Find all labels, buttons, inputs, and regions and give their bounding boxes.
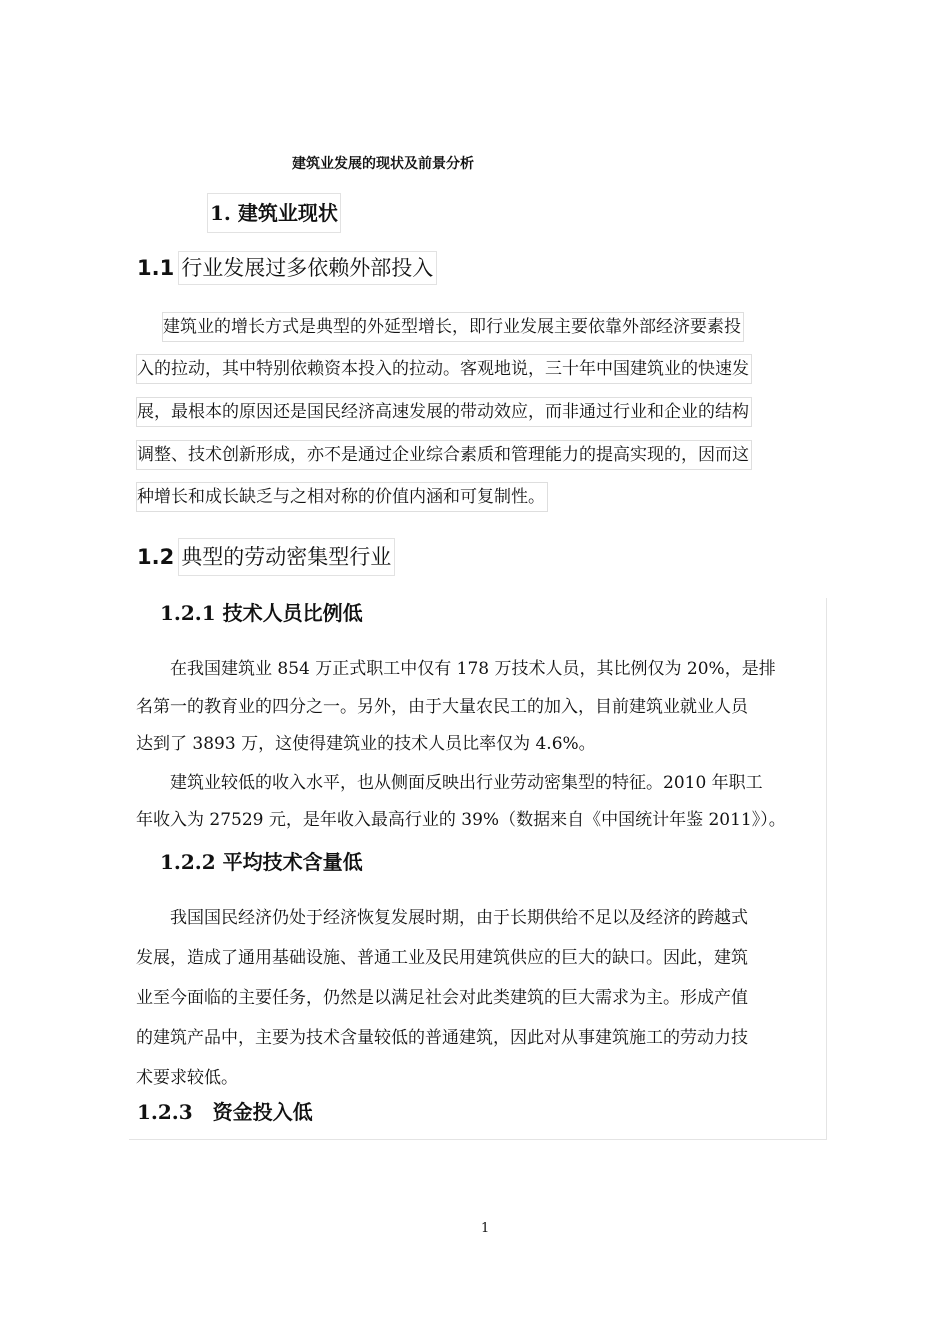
text-line: 的建筑产品中，主要为技术含量较低的普通建筑，因此对从事建筑施工的劳动力技 — [136, 1028, 748, 1048]
text-line: 建筑业的增长方式是典型的外延型增长，即行业发展主要依靠外部经济要素投 — [162, 312, 744, 342]
text-line: 建筑业较低的收入水平，也从侧面反映出行业劳动密集型的特征。2010 年职工 — [170, 773, 763, 793]
text-line: 种增长和成长缺乏与之相对称的价值内涵和可复制性。 — [136, 482, 548, 512]
page-number: 1 — [481, 1221, 490, 1236]
text-line: 入的拉动，其中特别依赖资本投入的拉动。客观地说，三十年中国建筑业的快速发 — [136, 354, 752, 384]
text-line: 发展，造成了通用基础设施、普通工业及民用建筑供应的巨大的缺口。因此，建筑 — [136, 948, 748, 968]
subsection-number: 1.2 — [137, 545, 175, 569]
text-line: 调整、技术创新形成，亦不是通过企业综合素质和管理能力的提高实现的，因而这 — [136, 440, 752, 470]
subsection-number: 1.1 — [137, 256, 175, 280]
subsubsection-heading-1-2-2: 1.2.2 平均技术含量低 — [160, 850, 363, 874]
section-heading-1: 1. 建筑业现状 — [207, 193, 341, 233]
subsection-title: 行业发展过多依赖外部投入 — [178, 251, 437, 285]
text-line: 术要求较低。 — [136, 1068, 238, 1088]
text-line: 达到了 3893 万，这使得建筑业的技术人员比率仅为 4.6%。 — [136, 734, 596, 754]
subsection-heading-1-1 — [137, 251, 437, 283]
text-line: 展，最根本的原因还是国民经济高速发展的带动效应，而非通过行业和企业的结构 — [136, 397, 752, 427]
text-line: 业至今面临的主要任务，仍然是以满足社会对此类建筑的巨大需求为主。形成产值 — [136, 988, 748, 1008]
document-title: 建筑业发展的现状及前景分析 — [292, 156, 474, 172]
subsection-heading-1-2 — [137, 538, 395, 570]
subsubsection-heading-1-2-3: 1.2.3 资金投入低 — [137, 1100, 313, 1124]
subsubsection-heading-1-2-1: 1.2.1 技术人员比例低 — [160, 601, 363, 625]
text-line: 年收入为 27529 元，是年收入最高行业的 39%（数据来自《中国统计年鉴 2011》）。 — [136, 810, 786, 830]
text-line: 我国国民经济仍处于经济恢复发展时期，由于长期供给不足以及经济的跨越式 — [170, 908, 748, 928]
text-line: 在我国建筑业 854 万正式职工中仅有 178 万技术人员，其比例仅为 20%，是排 — [170, 659, 776, 679]
subsection-title: 典型的劳动密集型行业 — [178, 538, 395, 576]
text-line: 名第一的教育业的四分之一。另外，由于大量农民工的加入，目前建筑业就业人员 — [136, 697, 748, 717]
